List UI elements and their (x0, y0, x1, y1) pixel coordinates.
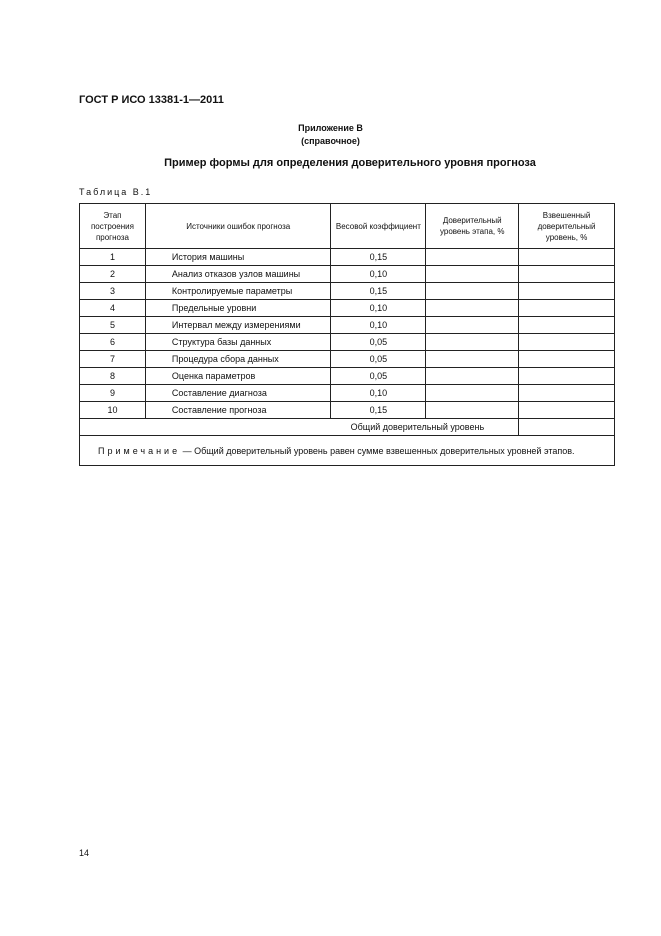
error-source: Составление диагноза (145, 385, 331, 402)
weighted-confidence (519, 249, 615, 266)
page-number: 14 (79, 848, 90, 858)
standard-header: ГОСТ Р ИСО 13381-1—2011 (79, 94, 224, 106)
table-row (80, 351, 615, 368)
error-source: Интервал между измерениями (145, 317, 331, 334)
table-row (80, 300, 615, 317)
note-row (80, 436, 615, 466)
table-row (80, 283, 615, 300)
error-source: Предельные уровни (145, 300, 331, 317)
stage-number: 8 (80, 368, 146, 385)
stage-number: 5 (80, 317, 146, 334)
weighted-confidence (519, 402, 615, 419)
weight: 0,10 (331, 317, 426, 334)
weight: 0,10 (331, 385, 426, 402)
table-label: Таблица В.1 (79, 187, 153, 197)
table-row (80, 317, 615, 334)
weight: 0,05 (331, 334, 426, 351)
weight: 0,05 (331, 368, 426, 385)
stage-confidence (426, 334, 519, 351)
total-row (80, 419, 615, 436)
stage-confidence (426, 300, 519, 317)
note-text: — Общий доверительный уровень равен сумме взвешенных доверительных уровней этапов. (182, 445, 575, 456)
stage-confidence (426, 249, 519, 266)
weight: 0,10 (331, 300, 426, 317)
weight: 0,15 (331, 249, 426, 266)
stage-number: 1 (80, 249, 146, 266)
col-header: Источники ошибок прогноза (145, 204, 331, 249)
note-label: Примечание (98, 445, 181, 456)
weighted-confidence (519, 334, 615, 351)
stage-confidence (426, 317, 519, 334)
col-header: Взвешенный доверительный уровень, % (519, 204, 615, 249)
stage-confidence (426, 402, 519, 419)
weighted-confidence (519, 368, 615, 385)
stage-number: 2 (80, 266, 146, 283)
error-source: Структура базы данных (145, 334, 331, 351)
stage-confidence (426, 351, 519, 368)
data-table (79, 203, 615, 466)
weighted-confidence (519, 317, 615, 334)
table-header (80, 204, 615, 249)
stage-number: 3 (80, 283, 146, 300)
stage-number: 10 (80, 402, 146, 419)
weighted-confidence (519, 385, 615, 402)
table-row (80, 402, 615, 419)
stage-number: 9 (80, 385, 146, 402)
section-title: Пример формы для определения доверительного уровня прогноза (164, 157, 536, 169)
table-row (80, 266, 615, 283)
error-source: Анализ отказов узлов машины (145, 266, 331, 283)
weighted-confidence (519, 300, 615, 317)
weighted-confidence (519, 351, 615, 368)
appendix-subtitle: (справочное) (301, 136, 360, 146)
table-row (80, 385, 615, 402)
col-header: Доверительный уровень этапа, % (426, 204, 519, 249)
weighted-confidence (519, 266, 615, 283)
col-header: Весовой коэффициент (331, 204, 426, 249)
total-value (519, 419, 615, 436)
weight: 0,15 (331, 283, 426, 300)
stage-number: 4 (80, 300, 146, 317)
error-source: Оценка параметров (145, 368, 331, 385)
appendix-title: Приложение В (298, 123, 363, 133)
stage-confidence (426, 266, 519, 283)
stage-confidence (426, 368, 519, 385)
weight: 0,05 (331, 351, 426, 368)
error-source: Процедура сбора данных (145, 351, 331, 368)
note (80, 436, 615, 466)
error-source: Составление прогноза (145, 402, 331, 419)
total-label: Общий доверительный уровень (80, 419, 519, 436)
weight: 0,10 (331, 266, 426, 283)
stage-confidence (426, 283, 519, 300)
weighted-confidence (519, 283, 615, 300)
table-row (80, 249, 615, 266)
stage-confidence (426, 385, 519, 402)
weight: 0,15 (331, 402, 426, 419)
table-row (80, 368, 615, 385)
error-source: Контролируемые параметры (145, 283, 331, 300)
stage-number: 6 (80, 334, 146, 351)
col-header: Этап построения прогноза (80, 204, 146, 249)
error-source: История машины (145, 249, 331, 266)
table-row (80, 334, 615, 351)
stage-number: 7 (80, 351, 146, 368)
